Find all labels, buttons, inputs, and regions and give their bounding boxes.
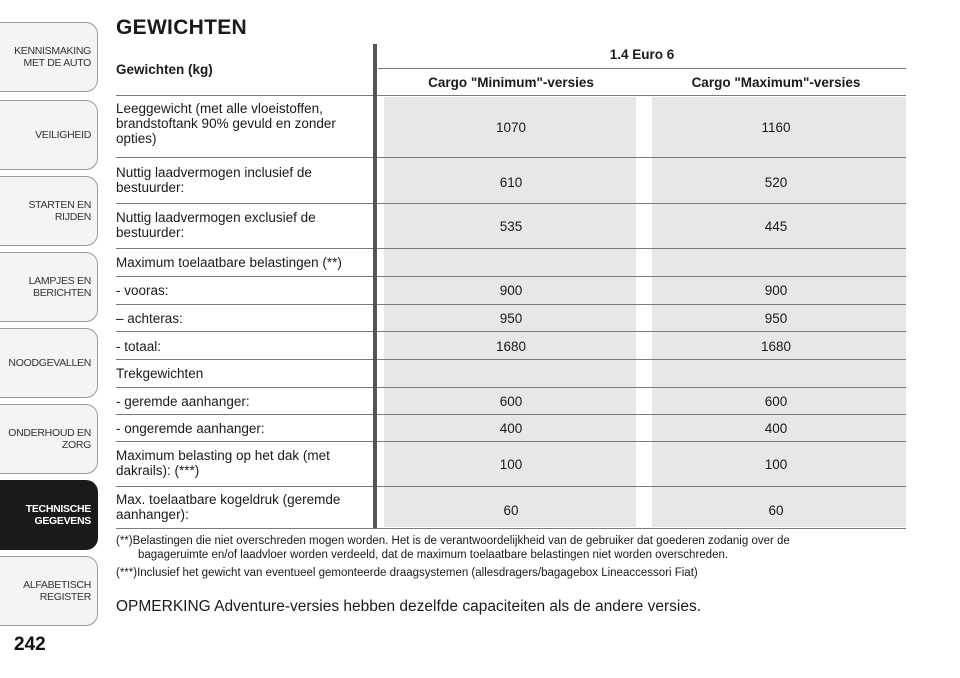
value-max: 60 <box>768 503 784 518</box>
value-min: 950 <box>499 311 523 326</box>
tab-label-line-2: VEILIGHEID <box>35 129 91 141</box>
value-max: 900 <box>764 283 788 298</box>
tab-label-line-2: ZORG <box>61 439 91 451</box>
min-version-header: Cargo "Minimum"-versies <box>428 75 594 90</box>
tab-label-line-1: KENNISMAKING <box>14 45 91 57</box>
rule <box>116 387 906 388</box>
row-label-line: brandstoftank 90% gevuld en zonder <box>116 116 336 131</box>
rule <box>116 203 906 204</box>
value-min: 610 <box>499 175 523 190</box>
value-min: 60 <box>503 503 519 518</box>
row-label <box>116 101 366 146</box>
rule <box>116 486 906 487</box>
row-label-line: aanhanger): <box>116 507 189 522</box>
value-max: 520 <box>764 175 788 190</box>
value-min: 100 <box>499 457 523 472</box>
value-max: 100 <box>764 457 788 472</box>
tab-label-line-2: MET DE AUTO <box>23 57 91 69</box>
value-min: 400 <box>499 421 523 436</box>
page-title: GEWICHTEN <box>116 16 248 39</box>
tab-label-line-2: STARTEN EN RIJDEN <box>28 199 91 223</box>
row-label <box>116 492 366 522</box>
rule <box>116 528 906 529</box>
weights-table <box>116 44 906 530</box>
row-label-line: bestuurder: <box>116 180 185 195</box>
engine-header: 1.4 Euro 6 <box>609 47 675 62</box>
tab-label-line-1: TECHNISCHE <box>25 503 91 515</box>
row-label <box>116 448 366 478</box>
row-label-line: Nuttig laadvermogen inclusief de <box>116 165 312 180</box>
value-min: 535 <box>499 219 523 234</box>
rule <box>116 276 906 277</box>
value-max: 1160 <box>761 120 791 135</box>
value-max: 445 <box>764 219 788 234</box>
row-label: - geremde aanhanger: <box>116 394 250 409</box>
value-min: 900 <box>499 283 523 298</box>
row-header: Gewichten (kg) <box>116 62 213 77</box>
page-number: 242 <box>14 634 46 655</box>
rule <box>116 157 906 158</box>
footnotes <box>116 534 906 584</box>
row-label-line: Max. toelaatbare kogeldruk (geremde <box>116 492 341 507</box>
rule <box>116 441 906 442</box>
column-divider <box>373 44 377 528</box>
tab-label-line-1: ONDERHOUD EN <box>8 427 91 439</box>
row-label-line: opties) <box>116 131 157 146</box>
value-max: 1680 <box>760 339 792 354</box>
rule <box>116 95 906 96</box>
value-max: 950 <box>764 311 788 326</box>
tab-label-line-2: REGISTER <box>39 591 91 603</box>
tab-label-line-2: GEGEVENS <box>34 515 91 527</box>
rule <box>116 414 906 415</box>
rule <box>116 359 906 360</box>
value-max: 600 <box>764 394 788 409</box>
tab-alfabetisch-register[interactable] <box>0 556 98 626</box>
footnote-1-line-2: bagageruimte en/of laadvloer worden verdeeld, dat de maximum toelaatbare belastingen niet worden overschreden. <box>138 549 729 561</box>
row-label-line: Leeggewicht (met alle vloeistoffen, <box>116 101 323 116</box>
tab-onderhoud-en-zorg[interactable] <box>0 404 98 474</box>
tab-label-line-2: BERICHTEN <box>33 287 91 299</box>
remark-text: OPMERKING Adventure-versies hebben dezelfde capaciteiten als de andere versies. <box>116 598 702 615</box>
tab-technische-gegevens[interactable] <box>0 480 98 550</box>
row-label: Maximum toelaatbare belastingen (**) <box>116 255 342 270</box>
row-label: Trekgewichten <box>116 366 204 381</box>
row-label <box>116 165 366 195</box>
value-max: 400 <box>764 421 788 436</box>
rule <box>116 304 906 305</box>
rule <box>116 248 906 249</box>
rule <box>116 331 906 332</box>
value-min: 600 <box>499 394 523 409</box>
tab-label-line-2: NOODGEVALLEN <box>8 357 91 369</box>
footnote-1 <box>116 534 906 562</box>
tab-veiligheid[interactable] <box>0 100 98 170</box>
tab-kennismaking[interactable] <box>0 22 98 92</box>
row-label: - ongeremde aanhanger: <box>116 421 265 436</box>
footnote-1-line-1: (**)Belastingen die niet overschreden mogen worden. Het is de verantwoordelijkheid van de gebruiker dat goederen zodanig over de <box>116 535 790 547</box>
max-version-header: Cargo "Maximum"-versies <box>691 75 861 90</box>
row-label: - totaal: <box>116 339 162 354</box>
row-label: – achteras: <box>116 311 183 326</box>
tab-label-line-1: LAMPJES EN <box>28 275 91 287</box>
footnote-2: (***)Inclusief het gewicht van eventueel gemonteerde draagsystemen (allesdragers/bagagebox Lineaccessori Fiat) <box>116 567 698 579</box>
row-label-line: dakrails): (***) <box>116 463 200 478</box>
row-label: - vooras: <box>116 283 169 298</box>
tab-lampjes-en-berichten[interactable] <box>0 252 98 322</box>
tab-noodgevallen[interactable] <box>0 328 98 398</box>
row-label-line: Maximum belasting op het dak (met <box>116 448 330 463</box>
row-label <box>116 210 366 240</box>
rule <box>378 68 906 69</box>
value-min: 1070 <box>495 120 527 135</box>
row-label-line: Nuttig laadvermogen exclusief de <box>116 210 316 225</box>
tab-label-line-1: ALFABETISCH <box>23 579 91 591</box>
value-min: 1680 <box>495 339 527 354</box>
row-label-line: bestuurder: <box>116 225 185 240</box>
tab-starten-en-rijden[interactable] <box>0 176 98 246</box>
